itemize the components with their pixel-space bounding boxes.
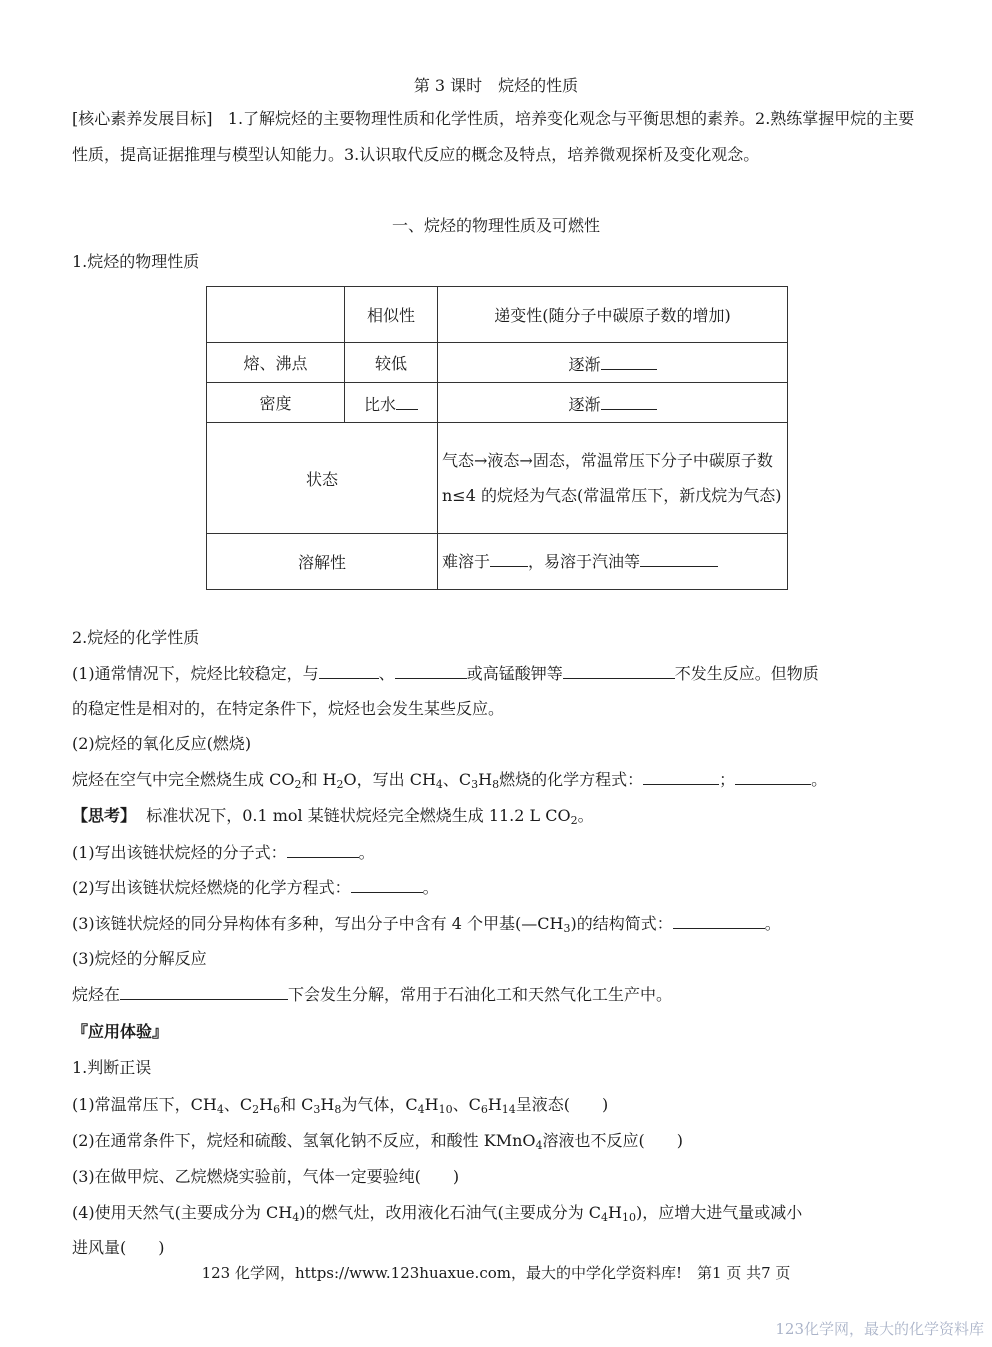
blank-line: [563, 660, 675, 679]
goal-label: [核心素养发展目标]: [72, 109, 213, 128]
blank-line: [643, 766, 719, 785]
table-cell: 相似性: [345, 287, 438, 343]
table-cell: 密度: [207, 383, 345, 423]
text: 不发生反应。但物质: [674, 664, 819, 683]
table-cell: 递变性(随分子中碳原子数的增加): [438, 287, 788, 343]
text: 或高锰酸钾等: [466, 664, 563, 683]
physical-heading: 1.烷烃的物理性质: [72, 252, 200, 271]
text: H: [424, 1095, 439, 1114]
blank-line: [601, 351, 657, 370]
text: 。: [577, 806, 594, 825]
text: 溶液也不反应( ): [542, 1131, 684, 1150]
learning-goals: [72, 101, 922, 173]
subscript: 10: [438, 1103, 453, 1116]
text: 烷烃在: [72, 985, 121, 1004]
cell-text: ，易溶于汽油等: [528, 552, 641, 571]
text: 、C: [223, 1095, 253, 1114]
blank-line: [673, 910, 765, 929]
watermark: 123化学网，最大的化学资料库: [775, 1320, 984, 1338]
cell-text: 逐渐: [568, 394, 601, 414]
text: 。: [358, 843, 375, 862]
text: 和 H: [301, 770, 337, 789]
text: H: [478, 770, 493, 789]
subscript: 4: [601, 1211, 609, 1224]
text: 。: [811, 770, 828, 789]
practice-item-4: [72, 1195, 922, 1230]
cell-text: 逐渐: [568, 354, 601, 374]
text: 。: [422, 878, 439, 897]
question-3: [72, 906, 922, 941]
table-cell: [345, 383, 438, 423]
subscript: 4: [417, 1103, 425, 1116]
blank-line: [490, 548, 528, 567]
text: H: [487, 1095, 502, 1114]
text: 、: [378, 664, 395, 683]
text: )的燃气灶，改用液化石油气(主要成分为 C: [299, 1203, 602, 1222]
subscript: 6: [273, 1103, 281, 1116]
text: 烷烃在空气中完全燃烧生成 CO: [72, 770, 295, 789]
subscript: 2: [570, 814, 578, 827]
table-cell: 状态: [207, 423, 438, 534]
cell-text: 比水: [363, 394, 396, 414]
table-row: [207, 343, 788, 383]
subscript: 2: [336, 778, 344, 791]
text: 为气体，C: [341, 1095, 418, 1114]
think-label: 【思考】: [72, 806, 137, 825]
subscript: 3: [471, 778, 479, 791]
blank-line: [735, 766, 811, 785]
subscript: 4: [535, 1139, 543, 1152]
practice-sub: 1.判断正误: [72, 1058, 152, 1077]
text: (4)使用天然气(主要成分为 CH: [72, 1203, 293, 1222]
text: )，应增大进气量或减小: [635, 1203, 803, 1222]
practice-heading: 『应用体验』: [72, 1022, 169, 1041]
text: 下会发生分解，常用于石油化工和天然气化工生产中。: [288, 985, 673, 1004]
table-cell: [438, 534, 788, 590]
table-row: [207, 383, 788, 423]
table-cell: 气态→液态→固态，常温常压下分子中碳原子数 n≤4 的烷烃为气态(常温常压下，新戊烷为气态): [438, 423, 788, 534]
blank-line: [396, 391, 418, 410]
chem-line-4: [72, 762, 922, 797]
think-line: [72, 798, 922, 833]
text: 、C: [442, 770, 472, 789]
physical-properties-table: [206, 286, 788, 590]
text: 呈液态( ): [515, 1095, 609, 1114]
practice-item-1: [72, 1087, 922, 1122]
page-title: 第 3 课时 烷烃的性质: [413, 76, 579, 95]
table-cell: [438, 383, 788, 423]
text: 。: [764, 914, 781, 933]
table-row: [207, 423, 788, 534]
blank-line: [395, 660, 467, 679]
blank-line: [287, 839, 359, 858]
chemical-heading: 2.烷烃的化学性质: [72, 628, 200, 647]
text: (2)在通常条件下，烷烃和硫酸、氢氧化钠不反应，和酸性 KMnO: [72, 1131, 536, 1150]
goal-text: 1.了解烷烃的主要物理性质和化学性质，培养变化观念与平衡思想的素养。2.熟练掌握甲烷的主要性质，提高证据推理与模型认知能力。3.认识取代反应的概念及特点，培养微观探析及变化观念。: [72, 109, 915, 164]
chem-line-decomp: (3)烷烃的分解反应: [72, 949, 207, 968]
cell-text: 难溶于: [442, 552, 491, 571]
text: ；: [719, 770, 736, 789]
text: 和 C: [280, 1095, 314, 1114]
question-1: [72, 835, 922, 870]
subscript: 8: [334, 1103, 342, 1116]
practice-item-4-cont: 进风量( ): [72, 1238, 165, 1257]
text: (3)该链状烷烃的同分异构体有多种，写出分子中含有 4 个甲基(—CH: [72, 914, 564, 933]
practice-item-2: [72, 1123, 922, 1158]
subscript: 4: [435, 778, 443, 791]
table-cell: [207, 287, 345, 343]
blank-line: [120, 981, 288, 1000]
table-header-row: [207, 287, 788, 343]
question-2: [72, 870, 922, 905]
subscript: 10: [621, 1211, 636, 1224]
text: (1)通常情况下，烷烃比较稳定，与: [72, 664, 319, 683]
text: )的结构简式：: [570, 914, 673, 933]
chem-line-3: (2)烷烃的氧化反应(燃烧): [72, 734, 252, 753]
subscript: 2: [252, 1103, 260, 1116]
chem-line-2: 的稳定性是相对的，在特定条件下，烷烃也会发生某些反应。: [72, 699, 505, 718]
page-footer: 123 化学网，https://www.123huaxue.com，最大的中学化学资料库! 第1 页 共7 页: [201, 1264, 791, 1282]
subscript: 14: [501, 1103, 516, 1116]
text: H: [320, 1095, 335, 1114]
text: H: [259, 1095, 274, 1114]
text: 燃烧的化学方程式：: [499, 770, 644, 789]
table-cell: [438, 343, 788, 383]
text: H: [608, 1203, 622, 1222]
blank-line: [601, 391, 657, 410]
text: (1)常温常压下，CH: [72, 1095, 217, 1114]
table-cell: 较低: [345, 343, 438, 383]
subscript: 3: [563, 922, 571, 935]
chem-line-1: [72, 656, 922, 691]
blank-line: [319, 660, 379, 679]
text: O，写出 CH: [343, 770, 436, 789]
table-row: [207, 534, 788, 590]
text: 、C: [452, 1095, 481, 1114]
blank-line: [640, 548, 718, 567]
chem-line-decomp-text: [72, 977, 922, 1012]
section-heading: 一、烷烃的物理性质及可燃性: [391, 216, 600, 235]
subscript: 6: [480, 1103, 488, 1116]
table-cell: 熔、沸点: [207, 343, 345, 383]
subscript: 2: [294, 778, 302, 791]
table-cell: 溶解性: [207, 534, 438, 590]
practice-item-3: (3)在做甲烷、乙烷燃烧实验前，气体一定要验纯( ): [72, 1167, 460, 1186]
subscript: 4: [292, 1211, 300, 1224]
subscript: 8: [492, 778, 500, 791]
blank-line: [351, 874, 423, 893]
text: 标准状况下，0.1 mol 某链状烷烃完全燃烧生成 11.2 L CO: [146, 806, 571, 825]
subscript: 4: [216, 1103, 224, 1116]
text: (1)写出该链状烷烃的分子式：: [72, 843, 287, 862]
text: (2)写出该链状烷烃燃烧的化学方程式：: [72, 878, 351, 897]
subscript: 3: [313, 1103, 321, 1116]
